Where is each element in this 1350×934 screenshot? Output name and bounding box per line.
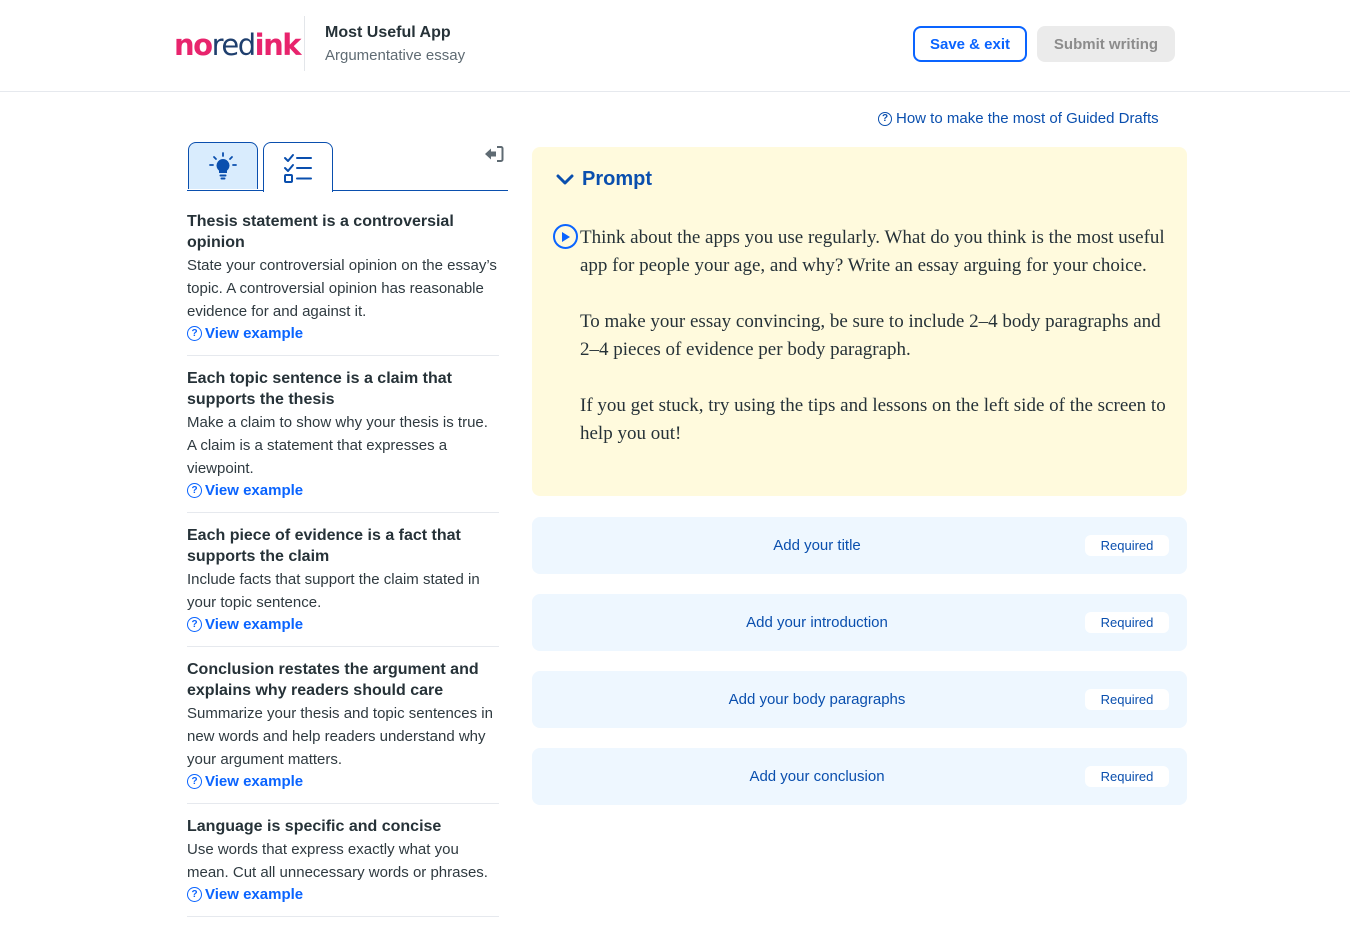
rubric-checklist <box>187 211 499 929</box>
prompt-toggle[interactable] <box>556 168 652 191</box>
view-example-link[interactable] <box>187 614 499 635</box>
save-and-exit-button[interactable]: Save & exit <box>913 26 1027 62</box>
question-icon: ? <box>187 774 202 789</box>
read-aloud-play-button[interactable] <box>553 224 578 249</box>
guided-drafts-help-link[interactable] <box>878 110 1159 127</box>
view-example-label: View example <box>205 482 304 499</box>
prompt-heading: Prompt <box>582 168 652 190</box>
view-example-link[interactable] <box>187 480 499 501</box>
checklist-item-description: State your controversial opinion on the essay’s topic. A controversial opinion has reasonable evidence for and against it. <box>187 257 497 320</box>
checklist-icon <box>282 152 314 184</box>
required-badge: Required <box>1085 612 1169 633</box>
add-introduction-section[interactable] <box>532 594 1187 651</box>
section-label: Add your introduction <box>746 614 888 631</box>
question-icon: ? <box>878 112 892 126</box>
view-example-link[interactable] <box>187 323 499 344</box>
checklist-item-title: Conclusion restates the argument and explains why readers should care <box>187 661 479 699</box>
question-icon: ? <box>187 483 202 498</box>
required-badge: Required <box>1085 535 1169 556</box>
checklist-item-title: Language is specific and concise <box>187 818 442 835</box>
help-link-label: How to make the most of Guided Drafts <box>896 110 1159 127</box>
checklist-item-title: Each topic sentence is a claim that supports the thesis <box>187 370 452 408</box>
submit-writing-button[interactable]: Submit writing <box>1037 26 1175 62</box>
question-icon: ? <box>187 326 202 341</box>
checklist-item-description: Include facts that support the claim stated in your topic sentence. <box>187 571 480 611</box>
lightbulb-icon <box>208 151 238 181</box>
collapse-panel-icon[interactable] <box>484 145 504 163</box>
checklist-item-description: Use words that express exactly what you mean. Cut all unnecessary words or phrases. <box>187 841 488 881</box>
chevron-down-icon <box>556 174 574 186</box>
checklist-item <box>187 368 499 513</box>
assignment-title: Most Useful App <box>325 24 451 41</box>
prompt-paragraph: If you get stuck, try using the tips and lessons on the left side of the screen to help you out! <box>580 395 1166 444</box>
logo-part-no: no <box>174 28 212 62</box>
checklist-item <box>187 659 499 804</box>
app-header <box>0 0 1350 92</box>
add-conclusion-section[interactable] <box>532 748 1187 805</box>
view-example-label: View example <box>205 886 304 903</box>
noredink-logo[interactable] <box>174 28 300 62</box>
required-badge: Required <box>1085 766 1169 787</box>
checklist-item <box>187 525 499 647</box>
view-example-link[interactable] <box>187 884 499 905</box>
view-example-label: View example <box>205 773 304 790</box>
checklist-item-title: Each piece of evidence is a fact that supports the claim <box>187 527 461 565</box>
view-example-label: View example <box>205 616 304 633</box>
section-label: Add your body paragraphs <box>728 691 906 708</box>
checklist-item-description: Summarize your thesis and topic sentences in new words and help readers understand why your argument matters. <box>187 705 493 768</box>
tab-underline <box>187 190 508 191</box>
tab-tips[interactable] <box>188 142 258 189</box>
view-example-label: View example <box>205 325 304 342</box>
assignment-subtitle: Argumentative essay <box>325 47 466 64</box>
header-divider <box>304 16 305 71</box>
logo-part-ink: ink <box>254 28 300 62</box>
prompt-paragraph: Think about the apps you use regularly. What do you think is the most useful app for people your age, and why? Write an essay arguing for your choice. <box>580 227 1165 276</box>
view-example-link[interactable] <box>187 771 499 792</box>
add-body-paragraphs-section[interactable] <box>532 671 1187 728</box>
checklist-item-title: Thesis statement is a controversial opinion <box>187 213 454 251</box>
checklist-item <box>187 211 499 356</box>
section-label: Add your conclusion <box>749 768 885 785</box>
add-title-section[interactable] <box>532 517 1187 574</box>
checklist-item <box>187 816 499 917</box>
checklist-item-description: Make a claim to show why your thesis is true. A claim is a statement that expresses a viewpoint. <box>187 414 488 477</box>
prompt-paragraph: To make your essay convincing, be sure to include 2–4 body paragraphs and 2–4 pieces of evidence per body paragraph. <box>580 311 1161 360</box>
question-icon: ? <box>187 887 202 902</box>
question-icon: ? <box>187 617 202 632</box>
logo-part-red: red <box>211 28 255 62</box>
tab-checklist[interactable] <box>263 142 333 192</box>
required-badge: Required <box>1085 689 1169 710</box>
prompt-text <box>580 224 1170 476</box>
section-label: Add your title <box>773 537 861 554</box>
play-icon <box>560 231 571 243</box>
